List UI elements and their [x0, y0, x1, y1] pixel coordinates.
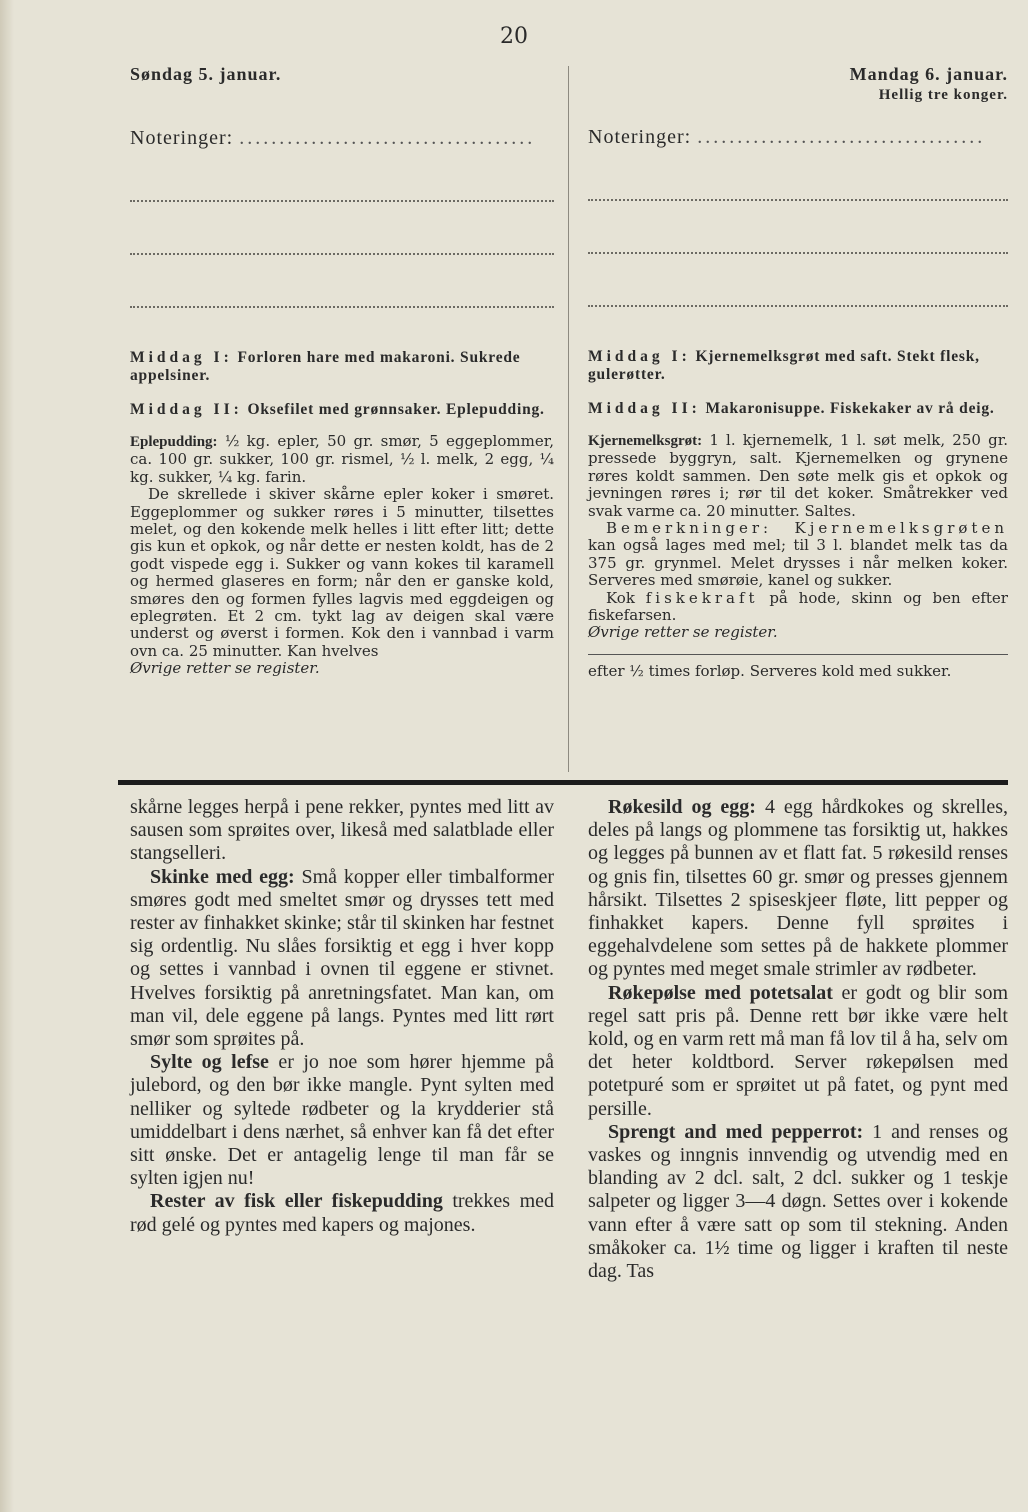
notes-line	[588, 252, 1008, 255]
left-menu-2: Middag II: Oksefilet med grønnsaker. Eplepudding.	[130, 401, 545, 418]
divider	[588, 654, 1008, 655]
lower-right-paragraph: Sprengt and med pepperrot: 1 and renses og vaskes og inngnis innvendig og utvendig med en blanding av 2 dcl. salt, 2 dcl. sukker og 1 teskje salpeter og ligger 3—4 døgn. Settes over i kokende vann efter å være satt op som til stekning. Anden småkoker ca. 1½ time og ligger i kraften til neste dag. Tas	[588, 1120, 1009, 1283]
page-number: 20	[500, 24, 528, 49]
notes-line	[130, 200, 554, 203]
right-continuation: efter ½ times forløp. Serveres kold med sukker.	[588, 661, 952, 680]
right-notes-label: Noteringer: ....................................	[588, 126, 986, 148]
left-other-dishes: Øvrige retter se register.	[130, 659, 320, 678]
right-menu-1: Middag I: Kjernemelksgrøt med saft. Stekt flesk, gulerøtter.	[588, 348, 980, 383]
left-notes-label: Noteringer: .....................................	[130, 127, 536, 149]
column-divider	[568, 66, 569, 772]
page-binding-edge	[0, 0, 14, 1512]
lower-right-column	[588, 796, 1008, 1283]
right-day-subtitle: Hellig tre konger.	[878, 87, 1008, 103]
right-menu-2: Middag II: Makaronisuppe. Fiskekaker av rå deig.	[588, 400, 995, 417]
left-day-title: Søndag 5. januar.	[130, 64, 282, 84]
lower-right-paragraph: Røkesild og egg: 4 egg hårdkokes og skrelles, deles på langs og plommene tas forsiktig ut, hakkes og legges på bunnen av et flatt fat. 5 røkesild renses og gnis fin, tilsettes 60 gr. smør og presses gjennem hårsikt. Tilsettes 2 spiseskjeer fløte, litt pepper og finhakket kapers. Denne fyll sprøites i eggehalvdelene som settes på de hakkete plommer og pyntes med meget smale strimler av rødbeter.	[588, 796, 1009, 981]
left-menu-1: Middag I: Forloren hare med makaroni. Sukrede appelsiner.	[130, 349, 521, 384]
notes-line	[130, 306, 554, 309]
right-other-dishes: Øvrige retter se register.	[588, 623, 778, 642]
notes-line	[130, 253, 554, 256]
left-day-section	[130, 64, 554, 678]
lower-left-paragraph: Skinke med egg: Små kopper eller timbalformer smøres godt med smeltet smør og drysses tett med rester av finhakket skinke; står til skinken har festnet sig ordentlig. Nu slåes forsiktig et egg i hver kopp og settes i vannbad i ovnen til eggene er stivnet. Hvelves forsiktig på anretningsfatet. Man kan, om man vil, dele eggene på langs. Pyntes med litt rørt smør som sprøites på.	[130, 865, 555, 1051]
notes-line	[588, 305, 1008, 308]
right-day-section	[588, 64, 1008, 680]
right-recipe: Kjernemelksgrøt: 1 l. kjernemelk, 1 l. søt melk, 250 gr. pressede byggryn, salt. Kjernemelken og grynene røres koldt sammen. Den søte melk gis et opkok og jevningen røres i; rør til det koker. Småtrekker ved svak varme ca. 20 minutter. Saltes. Bemerkninger: Kjernemelksgrøten kan også lages med mel; til 3 l. blandet melk tas da 375 gr. grynmel. Melet drysses i når melken koker. Serveres med smørøie, kanel og sukker. Kok fiskekraft på hode, skinn og ben efter fiskefarsen. Øvrige retter se register. efter ½ times forløp. Serveres kold med sukker.	[588, 431, 1008, 680]
right-day-title: Mandag 6. januar.	[849, 64, 1008, 84]
notes-line	[588, 199, 1008, 202]
lower-left-intro: skårne legges herpå i pene rekker, pyntes med litt av sausen som sprøites over, likeså med salatblade eller stangselleri.	[130, 796, 554, 865]
lower-right-paragraph: Røkepølse med potetsalat er godt og blir som regel satt pris på. Denne rett bør ikke være helt kold, og en varm rett må man få lov til å ha, selv om det heter koldtbord. Server røkepølsen med potetpuré som er sprøitet ut på fatet, og pynt med persille.	[588, 981, 1009, 1120]
section-rule	[118, 780, 1008, 785]
lower-left-paragraph: Sylte og lefse er jo noe som hører hjemme på julebord, og den bør ikke mangle. Pynt sylten med nelliker og syltede rødbeter og la krydderier stå umiddelbart i dens nærhet, så enhver kan få det efter sitt ønske. Det er antagelig lenge til man får se sylten igjen nu!	[130, 1051, 554, 1190]
lower-left-paragraph: Rester av fisk eller fiskepudding trekkes med rød gelé og pyntes med kapers og majones.	[130, 1190, 555, 1236]
left-recipe: Eplepudding: ½ kg. epler, 50 gr. smør, 5 eggeplommer, ca. 100 gr. sukker, 100 gr. rismel, ½ l. melk, 2 egg, ¼ kg. sukker, ¼ kg. farin. De skrellede i skiver skårne epler koker i smøret. Eggeplommer og sukker røres i 5 minutter, tilsettes melet, og den kokende melk helles i litt efter litt; dette gis kun et opkok, og når dette er nesten koldt, has de 2 godt vispede egg i. Sukker og vann kokes til karamell og hermed glaseres en form; når den er ganske kold, smøres den og formen fylles lagvis med eggdeigen og eplegrøten. Et 2 cm. tykt lag av deigen skal være underst og øverst i formen. Kok den i vannbad i varm ovn ca. 25 minutter. Kan hvelves Øvrige retter se register.	[130, 432, 554, 678]
lower-left-column	[130, 796, 554, 1237]
